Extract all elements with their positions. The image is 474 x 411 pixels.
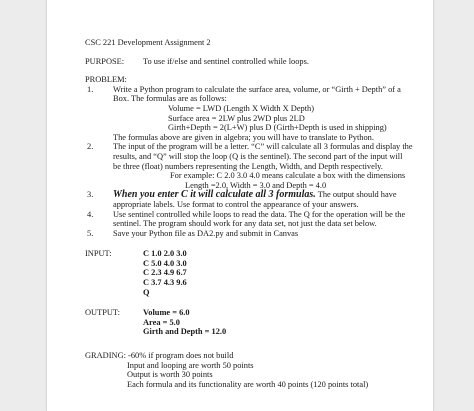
emphasized-text: When you enter C it will calculate all 3 formulas. (113, 189, 316, 201)
input-line: C 1.0 2.0 3.0 (143, 249, 187, 259)
formula-list (113, 104, 430, 133)
assignment-document (85, 38, 430, 389)
item-text: results, and “Q” will stop the loop (Q is the sentinel). The second part of the input will (113, 151, 403, 161)
input-line: C 5.0 4.0 3.0 (143, 258, 187, 268)
output-section (85, 308, 430, 337)
problem-label: PROBLEM: (85, 75, 127, 85)
item-number: 2. (87, 142, 94, 152)
input-section (85, 249, 430, 297)
item-text: Write a Python program to calculate the surface area, volume, or “Girth + Depth” of a (113, 84, 401, 94)
item-text: Box. The formulas are as follows: (113, 94, 227, 104)
item-text: Use sentinel controlled while loops to read the data. The Q for the operation will be the (113, 209, 406, 219)
output-label: OUTPUT: (85, 308, 120, 318)
output-data (143, 308, 430, 337)
item-text: appropriate labels. Use format to control the appearance of your answers. (113, 199, 359, 209)
item-number: 1. (87, 84, 94, 94)
input-data (143, 249, 430, 297)
document-title: CSC 221 Development Assignment 2 (85, 38, 211, 47)
input-line: C 3.7 4.3 9.6 (143, 278, 187, 288)
input-line: Q (143, 287, 150, 297)
input-label: INPUT: (85, 249, 112, 259)
problem-item-1 (85, 85, 430, 143)
item-text: The input of the program will be a letter. “C” will calculate all 3 formulas and display the (113, 142, 413, 152)
problem-item-2 (85, 142, 430, 190)
item-number: 3. (87, 190, 94, 200)
formula-surface-area: Surface area = 2LW plus 2WD plus 2LD (168, 113, 305, 123)
item-text: be three (float) numbers representing the Length, Width, and Depth respectively. (113, 161, 383, 171)
item-text: The formulas above are given in algebra; you will have to translate to Python. (113, 132, 374, 142)
problem-item-5 (85, 229, 430, 239)
item-text: The output should have (315, 190, 397, 200)
purpose-label: PURPOSE: (85, 56, 125, 66)
example-text: For example: C 2.0 3.0 4.0 means calculate a box with the dimensions (170, 171, 406, 181)
output-girth-depth: Girth and Depth = 12.0 (143, 327, 227, 337)
output-area: Area = 5.0 (143, 317, 180, 327)
item-text: sentinel. The program should work for any data set, not just the data set below. (113, 219, 377, 229)
grading-line: Output is worth 30 points (127, 370, 213, 380)
formula-girth-depth: Girth+Depth = 2(L+W) plus D (Girth+Depth is used in shipping) (168, 123, 387, 133)
item-text: Save your Python file as DA2.py and submit in Canvas (113, 228, 299, 238)
grading-line: Each formula and its functionality are worth 40 points (120 points total) (127, 379, 369, 389)
output-volume: Volume = 6.0 (143, 308, 190, 318)
purpose-section (85, 57, 430, 67)
document-page (47, 0, 433, 411)
grading-label: GRADING: -60% if program does not build (85, 351, 234, 361)
item-number: 4. (87, 209, 94, 219)
example-dimensions: Length =2.0, Width = 3.0 and Depth = 4.0 (185, 180, 327, 190)
input-line: C 2.3 4.9 6.7 (143, 268, 187, 278)
problem-item-3 (85, 190, 430, 209)
purpose-text: To use if/else and sentinel controlled while loops. (143, 56, 309, 66)
problem-item-4 (85, 210, 430, 229)
grading-line: Input and looping are worth 50 points (127, 360, 254, 370)
grading-section (85, 351, 430, 389)
formula-volume: Volume = LWD (Length X Width X Depth) (168, 103, 315, 113)
item-number: 5. (87, 228, 94, 238)
